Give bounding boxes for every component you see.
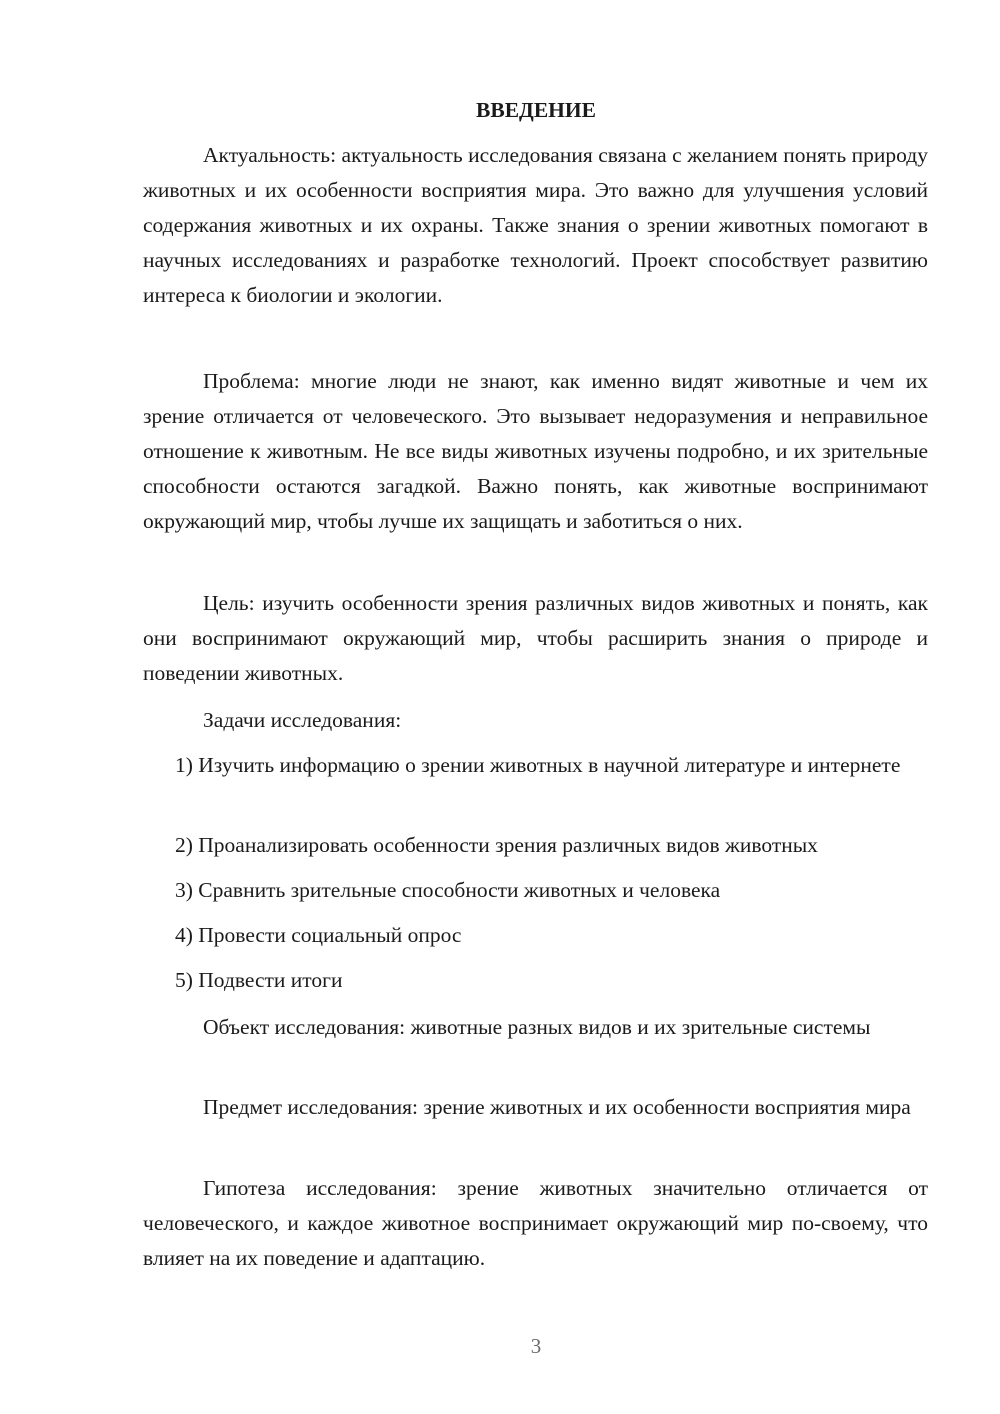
task-item-2: 2) Проанализировать особенности зрения различных видов животных — [175, 833, 818, 857]
paragraph-goal: Цель: изучить особенности зрения различных видов животных и понять, как они воспринимают окружающий мир, чтобы расширить знания о природе и поведении животных. — [143, 591, 928, 685]
task-item-4: 4) Провести социальный опрос — [175, 923, 462, 947]
paragraph-hypothesis: Гипотеза исследования: зрение животных значительно отличается от человеческого, и каждое животное воспринимает окружающий мир по-своему, что влияет на их поведение и адаптацию. — [143, 1176, 928, 1270]
task-item-5: 5) Подвести итоги — [175, 968, 343, 992]
paragraph-problem: Проблема: многие люди не знают, как именно видят животные и чем их зрение отличается от человеческого. Это вызывает недоразумения и неправильное отношение к животным. Не все виды животных изучены подробно, и их зрительные способности остаются загадкой. Важно понять, как животные воспринимают окружающий мир, чтобы лучше их защищать и заботиться о них. — [143, 369, 928, 533]
page-title: ВВЕДЕНИЕ — [476, 98, 596, 122]
paragraph-relevance: Актуальность: актуальность исследования связана с желанием понять природу животных и их особенности восприятия мира. Это важно для улучшения условий содержания животных и их охраны. Также знания о зрении животных помогают в научных исследованиях и разработке технологий. Проект способствует развитию интереса к биологии и экологии. — [143, 143, 928, 307]
paragraph-object: Объект исследования: животные разных видов и их зрительные системы — [203, 1015, 871, 1039]
task-item-3: 3) Сравнить зрительные способности животных и человека — [175, 878, 721, 902]
page-number: 3 — [530, 1334, 542, 1358]
paragraph-subject: Предмет исследования: зрение животных и их особенности восприятия мира — [203, 1095, 911, 1119]
tasks-heading: Задачи исследования: — [203, 708, 402, 732]
task-item-1: 1) Изучить информацию о зрении животных в научной литературе и интернете — [175, 753, 901, 777]
